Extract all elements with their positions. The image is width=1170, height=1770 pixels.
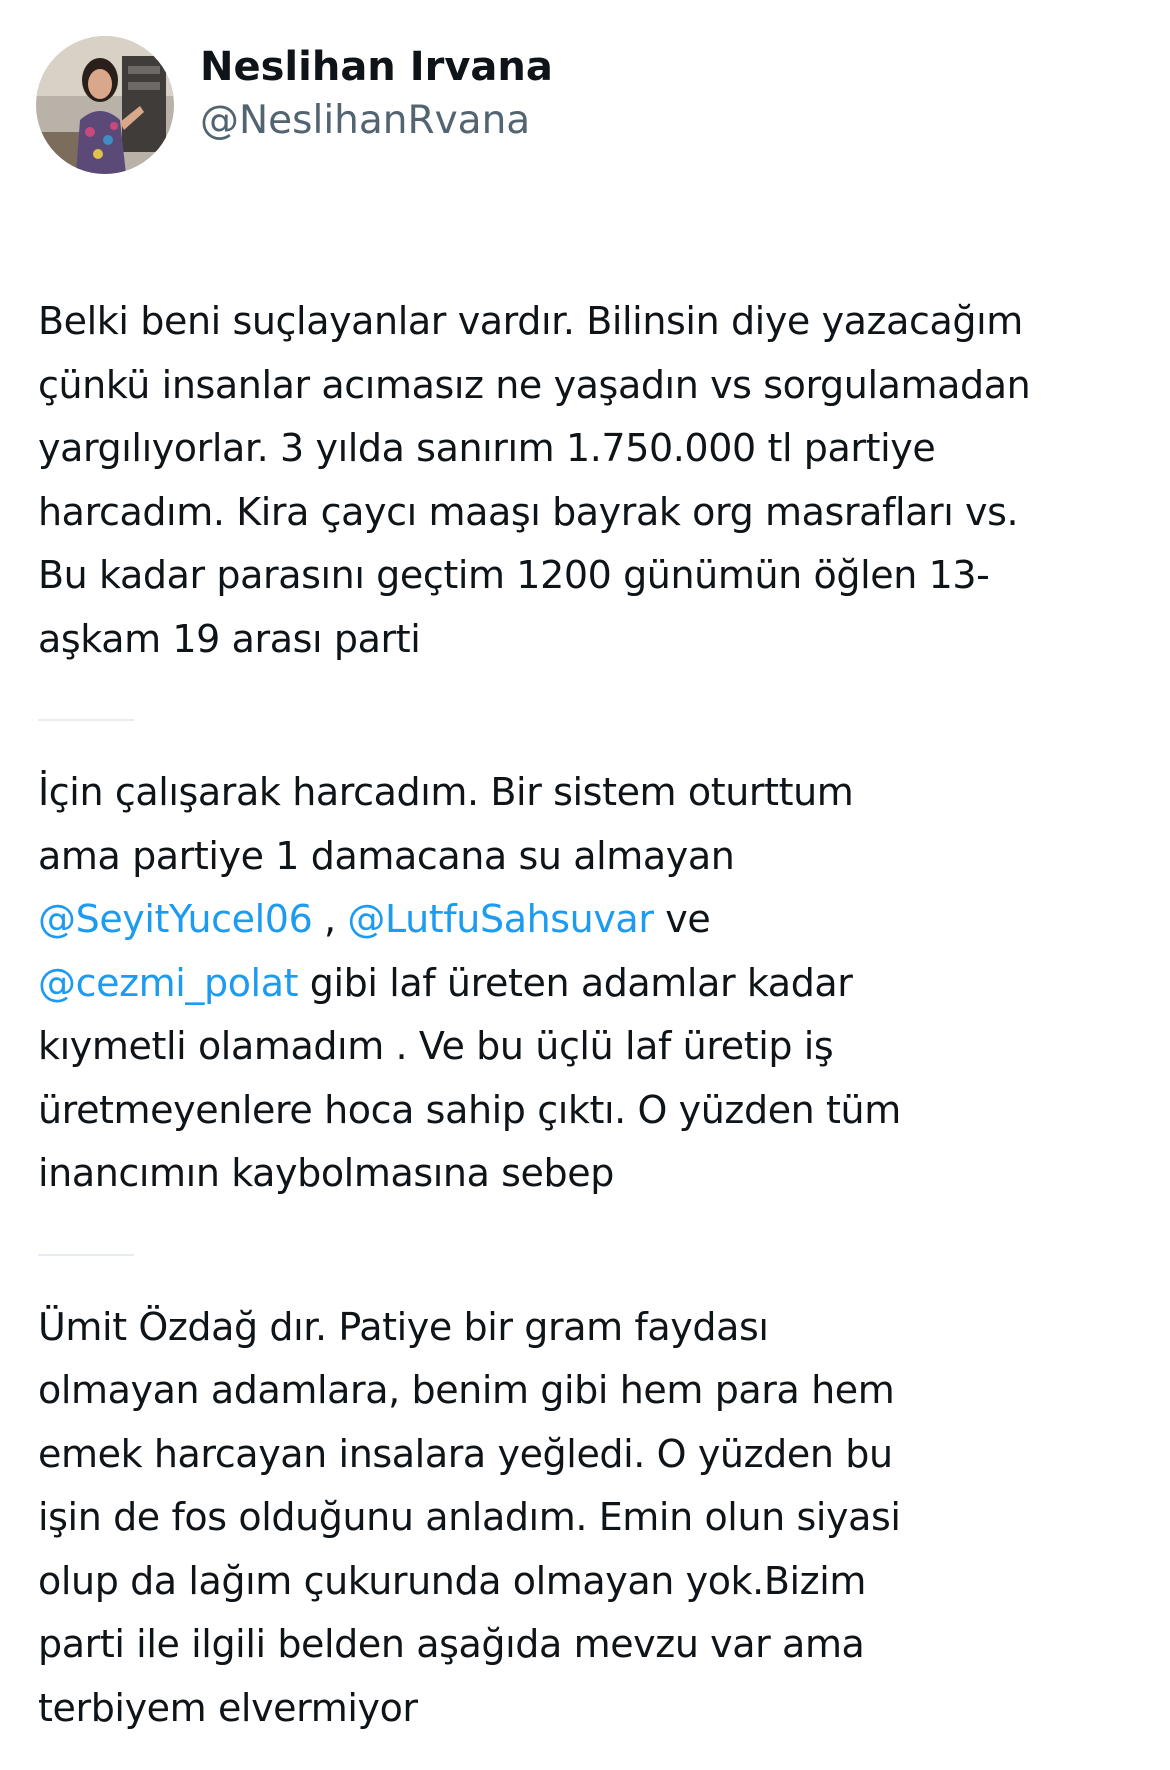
text-line: emek harcayan insalara yeğledi. O yüzden bu xyxy=(38,1431,893,1476)
text-line: terbiyem elvermiyor xyxy=(38,1685,418,1730)
author-handle[interactable]: @NeslihanRvana xyxy=(200,98,531,143)
text-line: ama partiye 1 damacana su almayan xyxy=(38,833,735,878)
text-line: Belki beni suçlayanlar vardır. Bilinsin diye yazacağım xyxy=(38,299,1023,343)
mention-link-cezmi-polat[interactable]: @cezmi_polat xyxy=(38,960,299,1005)
thread-divider xyxy=(38,1254,134,1256)
tweet-text-1 xyxy=(38,290,1148,671)
text-line: çünkü insanlar acımasız ne yaşadın vs sorgulamadan xyxy=(38,362,1031,407)
text-line: yargılıyorlar. 3 yılda sanırım 1.750.000 tl partiye xyxy=(38,426,936,470)
text-line: Bu kadar parasını geçtim 1200 günümün öğlen 13- xyxy=(38,553,990,597)
avatar-photo xyxy=(36,36,174,174)
mention-separator: , xyxy=(312,897,348,941)
text-line: İçin çalışarak harcadım. Bir sistem oturttum xyxy=(38,770,854,814)
author-display-name[interactable]: Neslihan Irvana xyxy=(200,44,553,90)
author-names xyxy=(200,40,553,148)
tweet-text-2 xyxy=(38,761,1148,1206)
thread-divider xyxy=(38,719,134,721)
mention-separator: ve xyxy=(653,897,711,941)
mention-link-lutfusahsuvar[interactable]: @LutfuSahsuvar xyxy=(347,897,654,941)
text-line: aşkam 19 arası parti xyxy=(38,616,421,661)
text-line: inancımın kaybolmasına sebep xyxy=(38,1151,614,1195)
text-line: üretmeyenlere hoca sahip çıktı. O yüzden tüm xyxy=(38,1087,901,1132)
avatar[interactable] xyxy=(36,36,174,174)
text-line: kıymetli olamadım . Ve bu üçlü laf üretip iş xyxy=(38,1024,834,1068)
text-line-mentions xyxy=(38,888,1148,952)
mention-link-seyityucel06[interactable]: @SeyitYucel06 xyxy=(38,897,313,941)
text-line-mentions xyxy=(38,952,1148,1016)
text-line: olup da lağım çukurunda olmayan yok.Bizim xyxy=(38,1558,866,1603)
tweet-thread xyxy=(38,290,1148,1740)
text-line: olmayan adamlara, benim gibi hem para hem xyxy=(38,1368,895,1412)
tweet-text-3 xyxy=(38,1296,1148,1741)
tweet-author-header xyxy=(36,36,553,174)
text-line: parti ile ilgili belden aşağıda mevzu var ama xyxy=(38,1622,865,1666)
text-fragment: gibi laf üreten adamlar kadar xyxy=(298,960,853,1005)
text-line: işin de fos olduğunu anladım. Emin olun siyasi xyxy=(38,1495,901,1539)
text-line: harcadım. Kira çaycı maaşı bayrak org masrafları vs. xyxy=(38,489,1019,534)
text-line: Ümit Özdağ dır. Patiye bir gram faydası xyxy=(38,1304,769,1349)
